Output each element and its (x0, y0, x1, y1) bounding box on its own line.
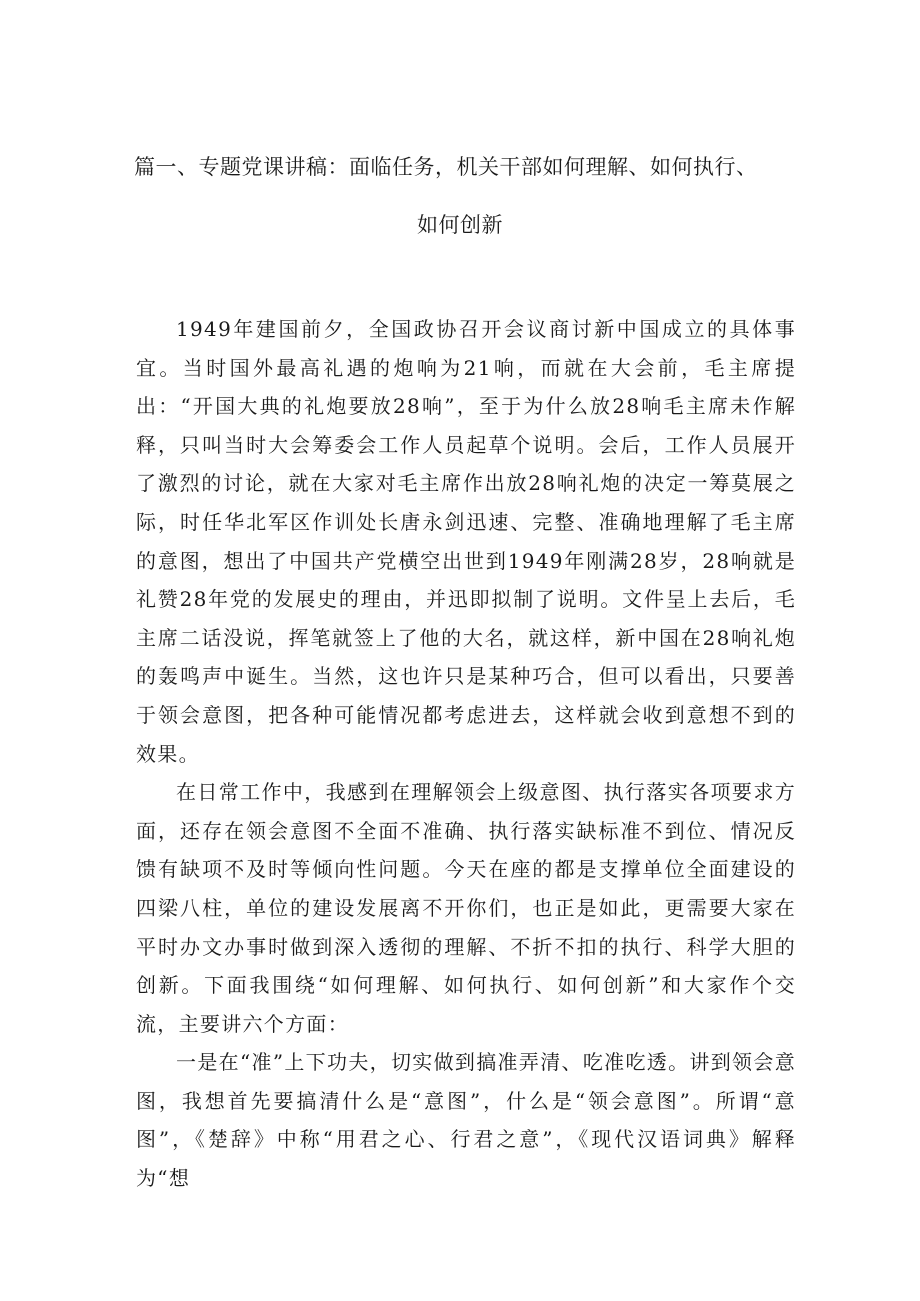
paragraph-3: 一是在“准”上下功夫，切实做到搞准弄清、吃准吃透。讲到领会意图，我想首先要搞清什么是“意图”，什么是“领会意图”。所谓“意图”，《楚辞》中称“用君之心、行君之意”，《现代汉语词典》解释为“想 (136, 1050, 796, 1191)
paragraph-1: 1949年建国前夕，全国政协召开会议商讨新中国成立的具体事宜。当时国外最高礼遇的炮响为21响，而就在大会前，毛主席提出：“开国大典的礼炮要放28响”，至于为什么放28响毛主席未作解释，只叫当时大会筹委会工作人员起草个说明。会后，工作人员展开了激烈的讨论，就在大家对毛主席作出放28响礼炮的决定一筹莫展之际，时任华北军区作训处长唐永剑迅速、完整、准确地理解了毛主席的意图，想出了中国共产党横空出世到1949年刚满28岁，28响就是礼赞28年党的发展史的理由，并迅即拟制了说明。文件呈上去后，毛主席二话没说，挥笔就签上了他的大名，就这样，新中国在28响礼炮的轰鸣声中诞生。当然，这也许只是某种巧合，但可以看出，只要善于领会意图，把各种可能情况都考虑进去，这样就会收到意想不到的效果。 (136, 317, 796, 766)
document-title-line-2: 如何创新 (417, 213, 503, 237)
paragraph-2: 在日常工作中，我感到在理解领会上级意图、执行落实各项要求方面，还存在领会意图不全面不准确、执行落实缺标准不到位、情况反馈有缺项不及时等倾向性问题。今天在座的都是支撑单位全面建设的四梁八柱，单位的建设发展离不开你们，也正是如此，更需要大家在平时办文办事时做到深入透彻的理解、不折不扣的执行、科学大胆的创新。下面我围绕“如何理解、如何执行、如何创新”和大家作个交流，主要讲六个方面： (136, 780, 796, 1036)
document-body (136, 310, 796, 1198)
document-title-line-1: 篇一、专题党课讲稿：面临任务，机关干部如何理解、如何执行、 (134, 155, 758, 179)
